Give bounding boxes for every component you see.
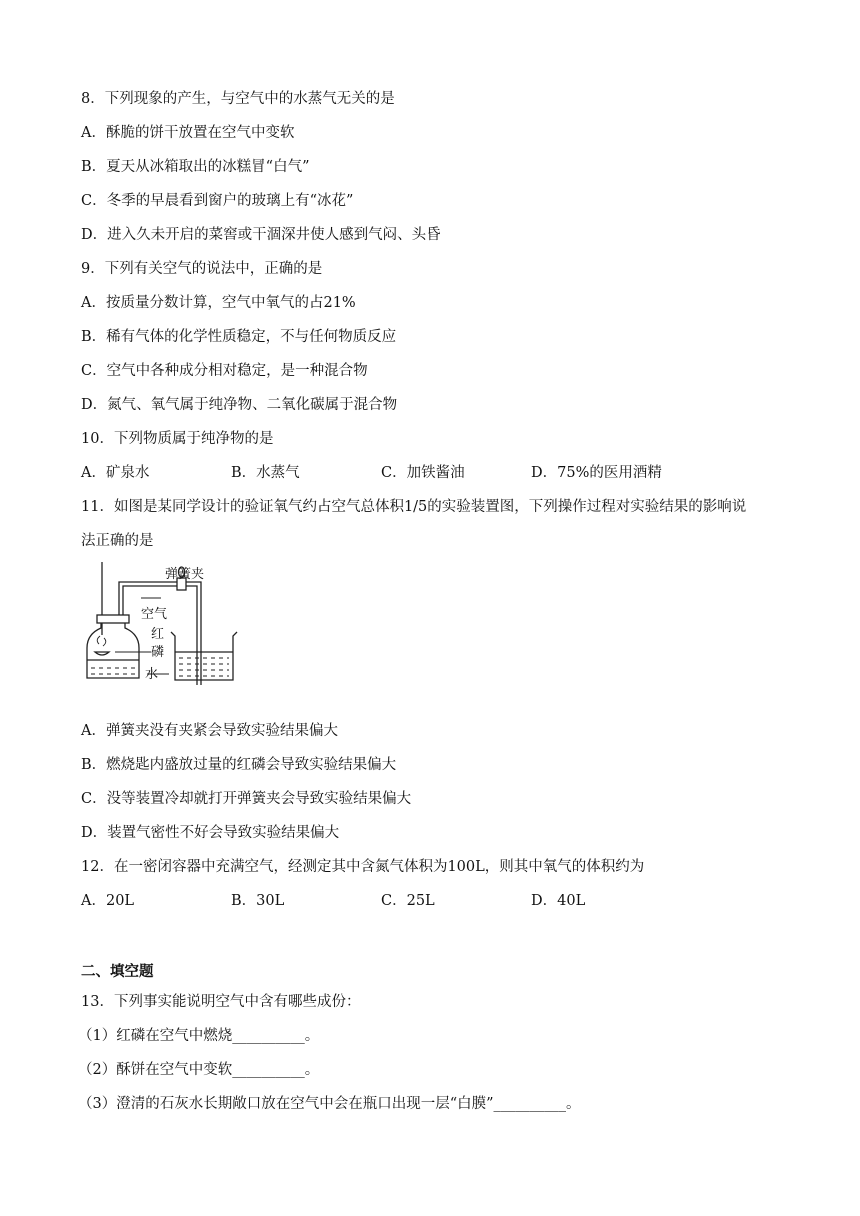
q10-option-b: B．水蒸气 bbox=[231, 465, 300, 481]
q10-option-c: C．加铁酱油 bbox=[381, 465, 465, 481]
q13-sub1: （1）红磷在空气中燃烧__________。 bbox=[78, 1028, 320, 1044]
label-phosphorus: 磷 bbox=[151, 645, 165, 660]
q9-option-d: D．氮气、氧气属于纯净物、二氧化碳属于混合物 bbox=[81, 397, 398, 413]
label-air: 空气 bbox=[141, 607, 168, 622]
q8-option-a: A．酥脆的饼干放置在空气中变软 bbox=[81, 125, 295, 141]
q10-options bbox=[81, 463, 781, 483]
q11-stem-line2: 法正确的是 bbox=[81, 533, 154, 549]
label-red: 红 bbox=[151, 627, 165, 642]
q12-option-d: D．40L bbox=[531, 893, 586, 909]
q13-sub2: （2）酥饼在空气中变软__________。 bbox=[78, 1062, 320, 1078]
q11-option-c: C．没等装置冷却就打开弹簧夹会导致实验结果偏大 bbox=[81, 791, 412, 807]
q11-option-a: A．弹簧夹没有夹紧会导致实验结果偏大 bbox=[81, 723, 338, 739]
q11-option-d: D．装置气密性不好会导致实验结果偏大 bbox=[81, 825, 340, 841]
q9-option-a: A．按质量分数计算，空气中氧气的占21% bbox=[81, 295, 356, 311]
label-clamp: 弹簧夹 bbox=[165, 567, 205, 582]
q8-option-b: B．夏天从冰箱取出的冰糕冒“白气” bbox=[81, 159, 310, 175]
q12-option-c: C．25L bbox=[381, 893, 435, 909]
q13-sub3: （3）澄清的石灰水长期敞口放在空气中会在瓶口出现一层“白膜”__________。 bbox=[78, 1096, 581, 1112]
q9-option-b: B．稀有气体的化学性质稳定，不与任何物质反应 bbox=[81, 329, 397, 345]
q11-apparatus-figure bbox=[75, 560, 275, 685]
q12-option-b: B．30L bbox=[231, 893, 285, 909]
q10-option-d: D．75%的医用酒精 bbox=[531, 465, 662, 481]
q13-stem: 13．下列事实能说明空气中含有哪些成份： bbox=[81, 994, 361, 1010]
q8-option-d: D．进入久未开启的菜窖或干涸深井使人感到气闷、头昏 bbox=[81, 227, 441, 243]
q9-option-c: C．空气中各种成分相对稳定，是一种混合物 bbox=[81, 363, 368, 379]
section2-title: 二、填空题 bbox=[81, 963, 154, 980]
label-water: 水 bbox=[145, 667, 159, 682]
q10-option-a: A．矿泉水 bbox=[81, 465, 150, 481]
q11-option-b: B．燃烧匙内盛放过量的红磷会导致实验结果偏大 bbox=[81, 757, 397, 773]
q8-stem: 8．下列现象的产生，与空气中的水蒸气无关的是 bbox=[81, 91, 395, 107]
q12-options bbox=[81, 891, 781, 911]
q10-stem: 10．下列物质属于纯净物的是 bbox=[81, 431, 274, 447]
q9-stem: 9．下列有关空气的说法中，正确的是 bbox=[81, 261, 323, 277]
q8-option-c: C．冬季的早晨看到窗户的玻璃上有“冰花” bbox=[81, 193, 354, 209]
q11-stem-line1: 11．如图是某同学设计的验证氧气约占空气总体积1/5的实验装置图，下列操作过程对实验结果的影响说 bbox=[81, 499, 747, 515]
q12-stem: 12．在一密闭容器中充满空气，经测定其中含氮气体积为100L，则其中氧气的体积约为 bbox=[81, 859, 645, 875]
q12-option-a: A．20L bbox=[81, 893, 135, 909]
